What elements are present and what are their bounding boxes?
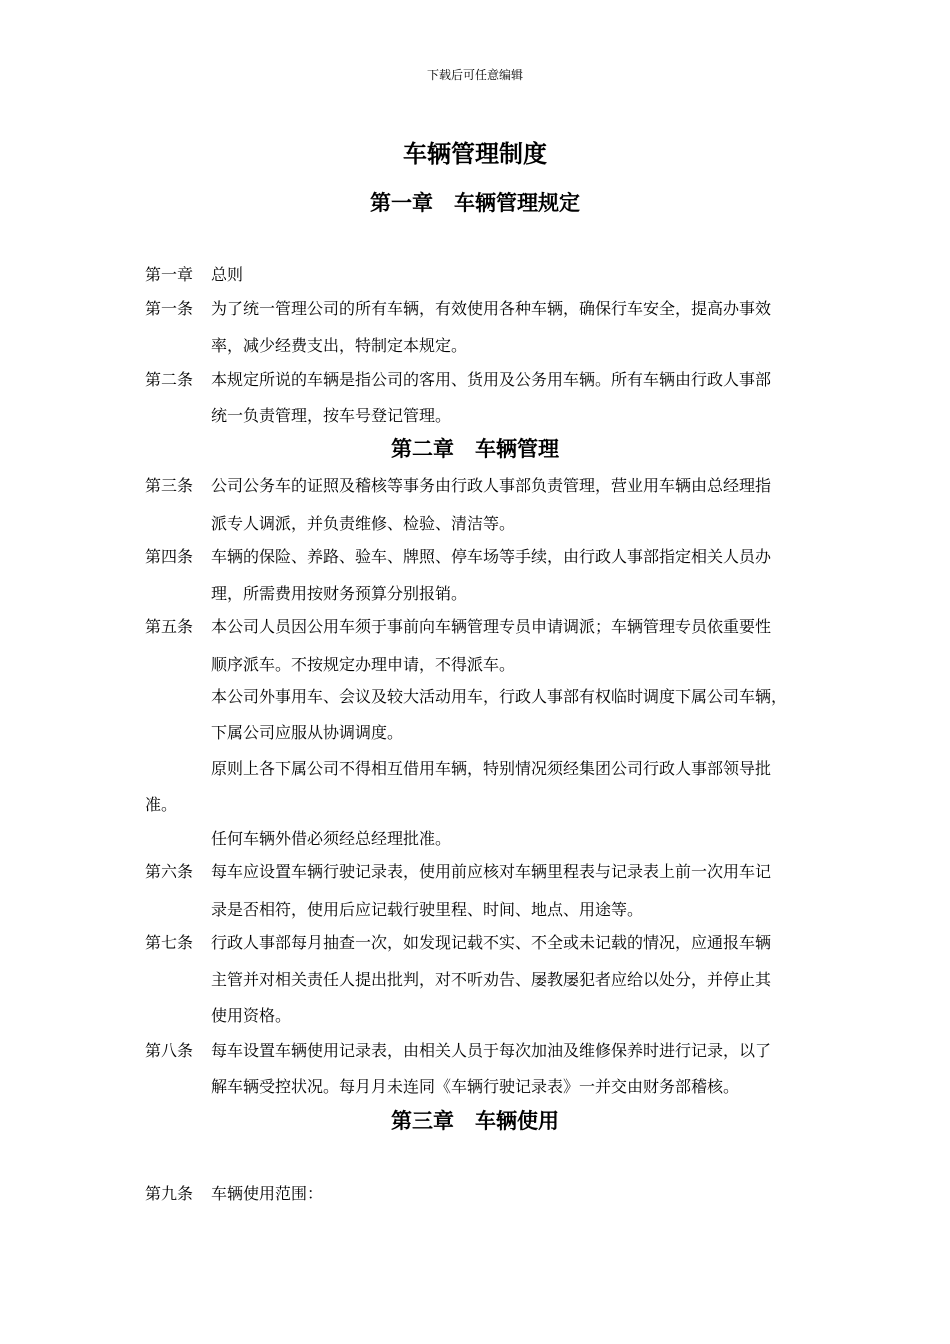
article-5-line-2: 顺序派车。不按规定办理申请，不得派车。 xyxy=(211,655,516,674)
article-8-label: 第八条 xyxy=(145,1041,194,1060)
article-9-label: 第九条 xyxy=(145,1184,194,1203)
page-header: 下载后可任意编辑 xyxy=(426,68,523,82)
section-title: 总则 xyxy=(211,265,244,284)
article-5-line-5: 原则上各下属公司不得相互借用车辆，特别情况须经集团公司行政人事部领导批 xyxy=(211,759,772,778)
article-3-label: 第三条 xyxy=(145,476,194,495)
article-1-line-1: 为了统一管理公司的所有车辆，有效使用各种车辆，确保行车安全，提高办事效 xyxy=(211,299,772,318)
article-8-line-1: 每车设置车辆使用记录表，由相关人员于每次加油及维修保养时进行记录，以了 xyxy=(211,1041,772,1060)
article-6-line-2: 录是否相符，使用后应记载行驶里程、时间、地点、用途等。 xyxy=(211,900,644,919)
article-3-line-2: 派专人调派，并负责维修、检验、清洁等。 xyxy=(211,514,516,533)
article-1-label: 第一条 xyxy=(145,299,194,318)
article-6-line-1: 每车应设置车辆行驶记录表，使用前应核对车辆里程表与记录表上前一次用车记 xyxy=(211,862,772,881)
article-4-label: 第四条 xyxy=(145,547,194,566)
article-5-line-4: 下属公司应服从协调调度。 xyxy=(211,723,404,742)
article-5-line-3: 本公司外事用车、会议及较大活动用车，行政人事部有权临时调度下属公司车辆， xyxy=(211,687,788,706)
chapter-1-heading: 第一章 车辆管理规定 xyxy=(370,190,580,215)
article-4-line-2: 理，所需费用按财务预算分别报销。 xyxy=(211,584,468,603)
article-2-line-1: 本规定所说的车辆是指公司的客用、货用及公务用车辆。所有车辆由行政人事部 xyxy=(211,370,772,389)
article-5-line-1: 本公司人员因公用车须于事前向车辆管理专员申请调派；车辆管理专员依重要性 xyxy=(211,617,772,636)
article-8-line-2: 解车辆受控状况。每月月未连同《车辆行驶记录表》一并交由财务部稽核。 xyxy=(211,1077,740,1096)
article-3-line-1: 公司公务车的证照及稽核等事务由行政人事部负责管理，营业用车辆由总经理指 xyxy=(211,476,772,495)
article-5-line-6: 准。 xyxy=(145,795,178,814)
chapter-3-heading: 第三章 车辆使用 xyxy=(391,1108,559,1133)
chapter-2-heading: 第二章 车辆管理 xyxy=(391,436,559,461)
article-9-text: 车辆使用范围： xyxy=(211,1184,324,1203)
article-7-line-1: 行政人事部每月抽查一次，如发现记载不实、不全或未记载的情况，应通报车辆 xyxy=(211,933,772,952)
document-title: 车辆管理制度 xyxy=(403,139,547,168)
article-2-line-2: 统一负责管理，按车号登记管理。 xyxy=(211,406,452,425)
article-1-line-2: 率，减少经费支出，特制定本规定。 xyxy=(211,336,468,355)
article-4-line-1: 车辆的保险、养路、验车、牌照、停车场等手续，由行政人事部指定相关人员办 xyxy=(211,547,772,566)
article-6-label: 第六条 xyxy=(145,862,194,881)
article-5-line-7: 任何车辆外借必须经总经理批准。 xyxy=(211,829,452,848)
section-label: 第一章 xyxy=(145,265,194,284)
article-2-label: 第二条 xyxy=(145,370,194,389)
article-5-label: 第五条 xyxy=(145,617,194,636)
article-7-label: 第七条 xyxy=(145,933,194,952)
article-7-line-3: 使用资格。 xyxy=(211,1006,292,1025)
article-7-line-2: 主管并对相关责任人提出批判，对不听劝告、屡教屡犯者应给以处分，并停止其 xyxy=(211,970,772,989)
